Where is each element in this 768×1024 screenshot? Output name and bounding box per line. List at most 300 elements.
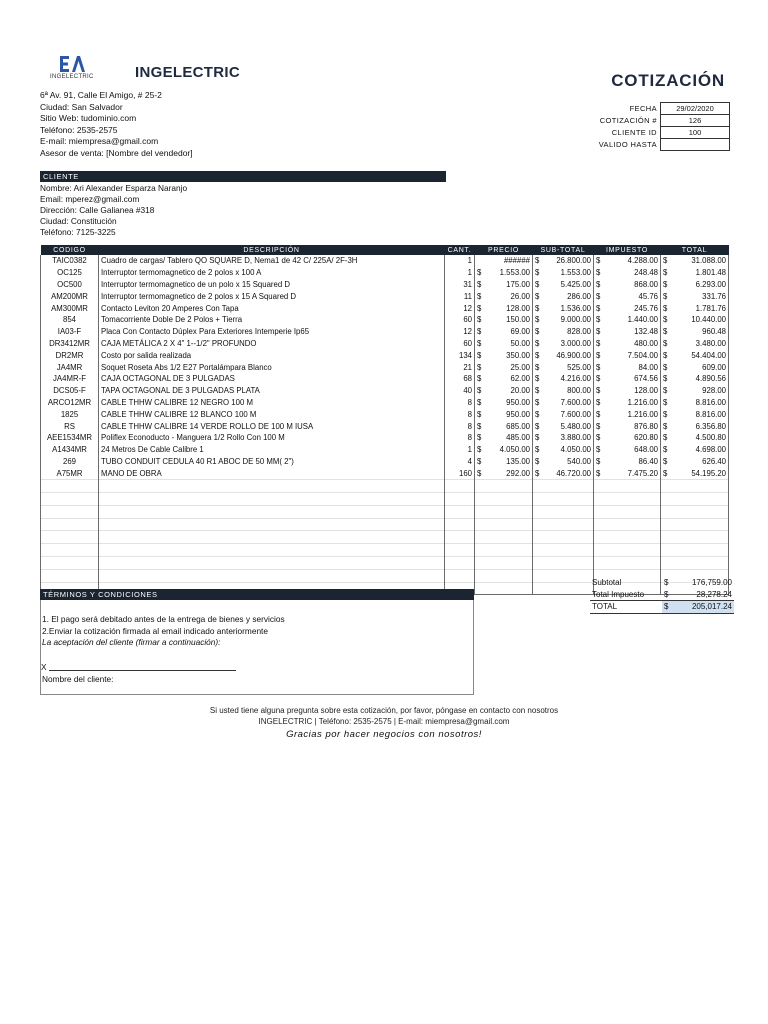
item-price-value: 20.00 [510, 386, 530, 396]
col-header-total: TOTAL [661, 245, 729, 255]
item-subtotal-value: 26.800.00 [556, 256, 591, 266]
currency-symbol: $ [663, 350, 668, 360]
item-tax [594, 408, 661, 420]
table-row [41, 385, 729, 397]
item-subtotal-value: 46.900.00 [556, 350, 591, 360]
empty-cell [41, 492, 99, 505]
item-description: TAPA OCTAGONAL DE 3 PULGADAS PLATA [99, 385, 445, 397]
item-price-value: 1.553.00 [499, 268, 530, 278]
item-description: CAJA OCTAGONAL DE 3 PULGADAS [99, 373, 445, 385]
currency-symbol: $ [663, 456, 668, 466]
currency-symbol: $ [477, 456, 482, 466]
currency-symbol: $ [663, 409, 668, 419]
quote-number-label: COTIZACIÓN # [599, 116, 657, 125]
website-line: Sitio Web: tudominio.com [40, 113, 137, 124]
currency-symbol: $ [663, 268, 668, 278]
item-tax-value: 876.80 [634, 421, 658, 431]
item-subtotal [533, 361, 594, 373]
empty-cell [594, 492, 661, 505]
item-price [475, 397, 533, 409]
footer-question-line: Si usted tiene alguna pregunta sobre esta cotización, por favor, póngase en contacto con nosotros [209, 706, 559, 715]
item-price [475, 432, 533, 444]
item-tax-value: 128.00 [634, 386, 658, 396]
currency-symbol: $ [535, 397, 540, 407]
item-tax [594, 279, 661, 291]
empty-cell [99, 556, 445, 569]
currency-symbol: $ [596, 409, 601, 419]
item-code: ARCO12MR [41, 397, 99, 409]
table-row [41, 467, 729, 479]
item-price [475, 456, 533, 468]
empty-table-row [41, 505, 729, 518]
item-subtotal-value: 286.00 [567, 291, 591, 301]
quote-items-table [40, 245, 729, 595]
item-total [661, 255, 729, 267]
item-total [661, 373, 729, 385]
item-code: AM200MR [41, 290, 99, 302]
table-row [41, 279, 729, 291]
term-line: 1. El pago será debitado antes de la entrega de bienes y servicios [42, 614, 285, 624]
currency-symbol: $ [535, 468, 540, 478]
item-total [661, 290, 729, 302]
client-city: Ciudad: Constitución [40, 216, 117, 226]
item-total-value: 1.781.76 [695, 303, 726, 313]
item-subtotal-value: 9.000.00 [560, 315, 591, 325]
item-code: OC125 [41, 267, 99, 279]
city-line: Ciudad: San Salvador [40, 101, 123, 112]
item-total-value: 54.404.00 [691, 350, 726, 360]
empty-cell [99, 531, 445, 544]
item-code: 854 [41, 314, 99, 326]
item-description: Poliflex Econoducto - Manguera 1/2 Rollo Con 100 M [99, 432, 445, 444]
empty-cell [533, 531, 594, 544]
item-tax-value: 868.00 [634, 279, 658, 289]
table-row [41, 267, 729, 279]
item-tax [594, 397, 661, 409]
empty-cell [533, 505, 594, 518]
empty-cell [445, 518, 475, 531]
currency-symbol: $ [535, 421, 540, 431]
empty-cell [41, 480, 99, 493]
empty-cell [99, 505, 445, 518]
empty-cell [445, 544, 475, 557]
subtotal-value: 176,759.00 [691, 578, 732, 588]
item-quantity: 40 [445, 385, 475, 397]
empty-cell [445, 480, 475, 493]
currency-symbol: $ [596, 362, 601, 372]
item-total [661, 385, 729, 397]
table-row [41, 326, 729, 338]
item-subtotal [533, 456, 594, 468]
currency-symbol: $ [663, 362, 668, 372]
item-code: 1825 [41, 408, 99, 420]
item-description: MANO DE OBRA [99, 467, 445, 479]
client-email: Email: mperez@gmail.com [40, 194, 140, 204]
item-quantity: 1 [445, 444, 475, 456]
col-header-price: PRECIO [475, 245, 533, 255]
item-code: JA4MR [41, 361, 99, 373]
item-price [475, 302, 533, 314]
currency-symbol: $ [596, 456, 601, 466]
item-tax [594, 432, 661, 444]
item-tax-value: 1.216.00 [627, 409, 658, 419]
item-subtotal-value: 1.553.00 [560, 268, 591, 278]
item-price [475, 349, 533, 361]
item-total-value: 4.500.80 [695, 433, 726, 443]
currency-symbol: $ [535, 291, 540, 301]
item-price-value: 26.00 [510, 291, 530, 301]
item-code: AEE1534MR [41, 432, 99, 444]
item-description: Contacto Leviton 20 Amperes Con Tapa [99, 302, 445, 314]
item-code: A1434MR [41, 444, 99, 456]
item-quantity: 4 [445, 456, 475, 468]
empty-table-row [41, 556, 729, 569]
item-total-value: 626.40 [702, 456, 726, 466]
thank-you-message: Gracias por hacer negocios con nosotros! [286, 729, 482, 740]
item-price-value: 135.00 [506, 456, 530, 466]
item-subtotal [533, 467, 594, 479]
item-total-value: 6.293.00 [695, 279, 726, 289]
item-subtotal-value: 800.00 [567, 386, 591, 396]
empty-cell [99, 492, 445, 505]
item-subtotal [533, 255, 594, 267]
item-price-value: 950.00 [506, 409, 530, 419]
empty-cell [475, 569, 533, 582]
item-quantity: 31 [445, 279, 475, 291]
grand-total-label: TOTAL [590, 601, 662, 614]
empty-cell [99, 569, 445, 582]
item-subtotal [533, 432, 594, 444]
item-price-value: 50.00 [510, 338, 530, 348]
currency-symbol: $ [663, 397, 668, 407]
currency-symbol: $ [663, 327, 668, 337]
item-tax-value: 648.00 [634, 445, 658, 455]
empty-cell [661, 518, 729, 531]
currency-symbol: $ [663, 303, 668, 313]
currency-symbol: $ [477, 421, 482, 431]
item-tax [594, 326, 661, 338]
currency-symbol: $ [663, 338, 668, 348]
currency-symbol: $ [596, 468, 601, 478]
item-quantity: 134 [445, 349, 475, 361]
item-code: OC500 [41, 279, 99, 291]
table-row [41, 373, 729, 385]
item-price-value: 150.00 [506, 315, 530, 325]
item-total-value: 960.48 [702, 327, 726, 337]
empty-cell [41, 531, 99, 544]
item-total [661, 444, 729, 456]
item-quantity: 21 [445, 361, 475, 373]
item-total-value: 8.816.00 [695, 397, 726, 407]
signature-mark: X [41, 662, 47, 672]
empty-cell [661, 480, 729, 493]
currency-symbol: $ [596, 303, 601, 313]
empty-cell [533, 480, 594, 493]
currency-symbol: $ [535, 409, 540, 419]
empty-table-row [41, 492, 729, 505]
item-price [475, 408, 533, 420]
item-quantity: 60 [445, 314, 475, 326]
quote-meta-table [578, 102, 730, 151]
item-subtotal-value: 3.880.00 [560, 433, 591, 443]
item-tax [594, 467, 661, 479]
currency-symbol: $ [535, 456, 540, 466]
item-price-value: 69.00 [510, 327, 530, 337]
table-row [41, 432, 729, 444]
item-tax-value: 86.40 [638, 456, 658, 466]
item-tax-value: 84.00 [638, 362, 658, 372]
phone-line: Teléfono: 2535-2575 [40, 124, 118, 135]
footer-contact-line: INGELECTRIC | Teléfono: 2535-2575 | E-mail: miempresa@gmail.com [258, 716, 510, 726]
empty-cell [475, 505, 533, 518]
item-tax-value: 245.76 [634, 303, 658, 313]
item-price-value: 4.050.00 [499, 445, 530, 455]
client-address: Dirección: Calle Galianea #318 [40, 205, 155, 215]
company-address-block [40, 90, 193, 160]
item-subtotal [533, 267, 594, 279]
currency-symbol: $ [477, 291, 482, 301]
item-quantity: 60 [445, 338, 475, 350]
document-title: COTIZACIÓN [611, 71, 725, 90]
currency-symbol: $ [535, 433, 540, 443]
empty-cell [41, 569, 99, 582]
total-tax-label: Total Impuesto [592, 589, 645, 599]
table-row [41, 361, 729, 373]
item-tax [594, 338, 661, 350]
empty-cell [445, 556, 475, 569]
currency-symbol: $ [535, 374, 540, 384]
item-subtotal [533, 385, 594, 397]
item-code: 269 [41, 456, 99, 468]
table-row [41, 349, 729, 361]
company-logo-icon [60, 54, 86, 74]
item-total [661, 456, 729, 468]
item-description: CABLE THHW CALIBRE 12 NEGRO 100 M [99, 397, 445, 409]
item-total-value: 6.356.80 [695, 421, 726, 431]
currency-symbol: $ [596, 338, 601, 348]
total-tax-value: 28,278.24 [696, 589, 732, 599]
email-line: E-mail: miempresa@gmail.com [40, 136, 159, 147]
item-description: CABLE THHW CALIBRE 14 VERDE ROLLO DE 100 M IUSA [99, 420, 445, 432]
item-price-value: 128.00 [506, 303, 530, 313]
currency-symbol: $ [596, 327, 601, 337]
term-line: 2.Enviar la cotización firmada al email indicado anteriormente [42, 625, 268, 636]
quote-number-value: 126 [661, 115, 730, 127]
item-tax-value: 1.440.00 [627, 315, 658, 325]
currency-symbol: $ [663, 256, 668, 266]
item-total [661, 302, 729, 314]
currency-symbol: $ [477, 338, 482, 348]
item-total [661, 467, 729, 479]
item-total-value: 8.816.00 [695, 409, 726, 419]
currency-symbol: $ [663, 374, 668, 384]
currency-symbol: $ [477, 386, 482, 396]
item-tax [594, 267, 661, 279]
item-total [661, 361, 729, 373]
empty-cell [533, 518, 594, 531]
empty-cell [41, 556, 99, 569]
empty-cell [475, 518, 533, 531]
currency-symbol: $ [477, 433, 482, 443]
empty-cell [99, 480, 445, 493]
terms-text [42, 614, 285, 649]
empty-cell [99, 544, 445, 557]
client-name: Nombre: Ari Alexander Esparza Naranjo [40, 183, 188, 193]
currency-symbol: $ [477, 374, 482, 384]
item-quantity: 8 [445, 408, 475, 420]
item-price [475, 279, 533, 291]
item-subtotal [533, 338, 594, 350]
currency-symbol: $ [664, 578, 669, 588]
item-total [661, 408, 729, 420]
empty-cell [41, 505, 99, 518]
item-tax [594, 349, 661, 361]
item-subtotal [533, 420, 594, 432]
item-total-value: 928.00 [702, 386, 726, 396]
empty-cell [445, 492, 475, 505]
item-tax [594, 456, 661, 468]
empty-cell [475, 531, 533, 544]
address-line: 6ª Av. 91, Calle El Amigo, # 25-2 [40, 90, 162, 100]
empty-cell [445, 569, 475, 582]
item-total [661, 420, 729, 432]
empty-cell [41, 544, 99, 557]
empty-cell [533, 492, 594, 505]
item-subtotal-value: 540.00 [567, 456, 591, 466]
item-description: CABLE THHW CALIBRE 12 BLANCO 100 M [99, 408, 445, 420]
currency-symbol: $ [477, 268, 482, 278]
table-row [41, 255, 729, 267]
currency-symbol: $ [535, 315, 540, 325]
currency-symbol: $ [663, 468, 668, 478]
item-total [661, 349, 729, 361]
table-row [41, 397, 729, 409]
company-name: INGELECTRIC [135, 64, 240, 81]
currency-symbol: $ [596, 433, 601, 443]
item-subtotal [533, 444, 594, 456]
item-code: A75MR [41, 467, 99, 479]
currency-symbol: $ [663, 279, 668, 289]
currency-symbol: $ [596, 279, 601, 289]
empty-cell [594, 544, 661, 557]
item-price [475, 385, 533, 397]
item-total-value: 4.698.00 [695, 445, 726, 455]
currency-symbol: $ [477, 409, 482, 419]
col-header-qty: CANT. [445, 245, 475, 255]
terms-section-header: TÉRMINOS Y CONDICIONES [40, 589, 474, 600]
table-row [41, 302, 729, 314]
item-quantity: 160 [445, 467, 475, 479]
item-total [661, 432, 729, 444]
item-total [661, 267, 729, 279]
item-quantity: 8 [445, 397, 475, 409]
item-price [475, 444, 533, 456]
empty-cell [594, 505, 661, 518]
item-price [475, 314, 533, 326]
item-price [475, 326, 533, 338]
currency-symbol: $ [596, 268, 601, 278]
item-total-value: 331.76 [702, 291, 726, 301]
currency-symbol: $ [535, 362, 540, 372]
item-subtotal-value: 1.536.00 [560, 303, 591, 313]
item-quantity: 12 [445, 326, 475, 338]
item-tax [594, 314, 661, 326]
item-description: Interruptor termomagnetico de un polo x 15 Squared D [99, 279, 445, 291]
sales-advisor-line: Asesor de venta: [Nombre del vendedor] [40, 147, 193, 158]
table-row [41, 444, 729, 456]
item-subtotal-value: 525.00 [567, 362, 591, 372]
item-subtotal-value: 3.000.00 [560, 338, 591, 348]
item-description: Tomacorriente Doble De 2 Polos + Tierra [99, 314, 445, 326]
totals-table [590, 577, 734, 614]
client-phone: Teléfono: 7125-3225 [40, 227, 116, 237]
empty-cell [594, 556, 661, 569]
item-total [661, 314, 729, 326]
empty-cell [445, 505, 475, 518]
empty-cell [475, 544, 533, 557]
item-total-value: 10.440.00 [691, 315, 726, 325]
currency-symbol: $ [535, 256, 540, 266]
client-info-block [40, 183, 187, 238]
empty-cell [475, 556, 533, 569]
empty-cell [475, 582, 533, 595]
currency-symbol: $ [477, 327, 482, 337]
empty-cell [41, 518, 99, 531]
item-total-value: 4.890.56 [695, 374, 726, 384]
item-tax-value: 674.56 [634, 374, 658, 384]
table-row [41, 420, 729, 432]
item-tax [594, 373, 661, 385]
currency-symbol: $ [596, 421, 601, 431]
empty-cell [533, 556, 594, 569]
item-tax-value: 248.48 [634, 268, 658, 278]
item-description: CAJA METÁLICA 2 X 4" 1--1/2" PROFUNDO [99, 338, 445, 350]
col-header-tax: IMPUESTO [594, 245, 661, 255]
currency-symbol: $ [535, 338, 540, 348]
item-total [661, 279, 729, 291]
item-subtotal-value: 828.00 [567, 327, 591, 337]
item-price [475, 361, 533, 373]
currency-symbol: $ [663, 291, 668, 301]
item-total [661, 397, 729, 409]
item-subtotal-value: 46.720.00 [556, 468, 591, 478]
empty-cell [99, 518, 445, 531]
currency-symbol: $ [664, 589, 669, 599]
item-code: IA03-F [41, 326, 99, 338]
item-tax [594, 444, 661, 456]
item-price [475, 338, 533, 350]
empty-cell [661, 531, 729, 544]
item-price-value: 292.00 [506, 468, 530, 478]
item-price [475, 255, 533, 267]
item-subtotal [533, 349, 594, 361]
currency-symbol: $ [596, 445, 601, 455]
item-code: RS [41, 420, 99, 432]
item-tax-value: 4.288.00 [627, 256, 658, 266]
empty-cell [661, 544, 729, 557]
currency-symbol: $ [535, 386, 540, 396]
item-subtotal-value: 7.600.00 [560, 409, 591, 419]
currency-symbol: $ [596, 291, 601, 301]
item-tax [594, 361, 661, 373]
item-code: DR3412MR [41, 338, 99, 350]
currency-symbol: $ [477, 468, 482, 478]
logo-wordmark: INGELECTRIC [50, 74, 94, 80]
client-id-value: 100 [661, 127, 730, 139]
grand-total-value: 205,017.24 [676, 601, 734, 614]
currency-symbol: $ [477, 397, 482, 407]
item-price-value: 25.00 [510, 362, 530, 372]
